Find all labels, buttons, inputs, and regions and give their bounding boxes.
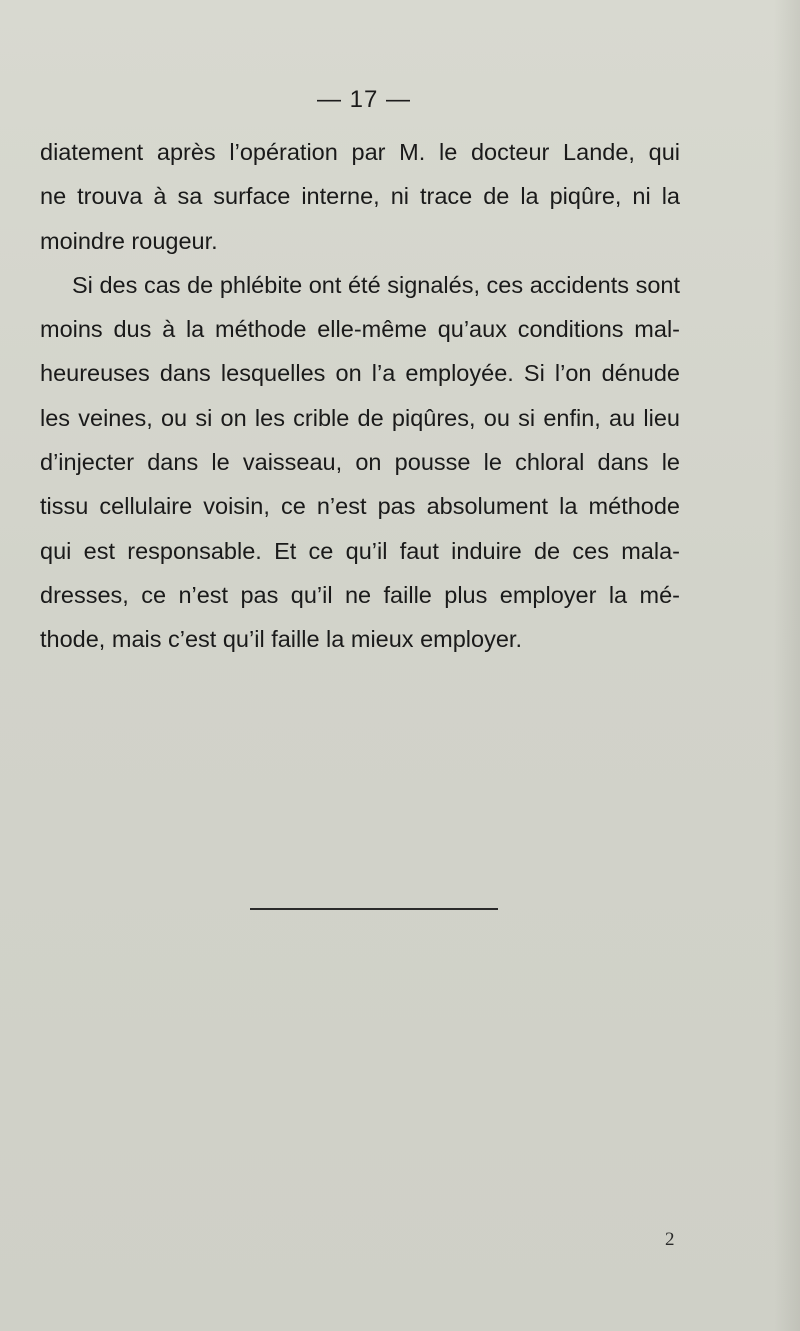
text-line: les veines, ou si on les crible de piqûres, ou si enfin, au lieu xyxy=(40,404,680,431)
page-edge-shadow xyxy=(774,0,800,1331)
page-number-header: — 17 — xyxy=(316,86,412,113)
text-line: ne trouva à sa surface interne, ni trace de la piqûre, ni la xyxy=(40,183,680,210)
text-line: dresses, ce n’est pas qu’il ne faille plus employer la mé- xyxy=(40,581,680,608)
section-divider-rule xyxy=(250,908,498,910)
text-line: qui est responsable. Et ce qu’il faut induire de ces mala- xyxy=(40,537,680,564)
text-line: heureuses dans lesquelles on l’a employée. Si l’on dénude xyxy=(40,360,680,387)
text-line: diatement après l’opération par M. le docteur Lande, qui xyxy=(40,139,680,165)
body-text xyxy=(40,130,680,662)
text-line: tissu cellulaire voisin, ce n’est pas absolument la méthode xyxy=(40,493,680,520)
text-line: moindre rougeur. xyxy=(40,227,218,254)
text-line: thode, mais c’est qu’il faille la mieux employer. xyxy=(40,626,522,653)
text-line: Si des cas de phlébite ont été signalés, ces accidents sont xyxy=(72,271,680,298)
text-line: moins dus à la méthode elle-même qu’aux conditions mal- xyxy=(40,316,680,343)
signature-mark: 2 xyxy=(665,1229,675,1250)
text-line: d’injecter dans le vaisseau, on pousse le chloral dans le xyxy=(40,449,680,476)
